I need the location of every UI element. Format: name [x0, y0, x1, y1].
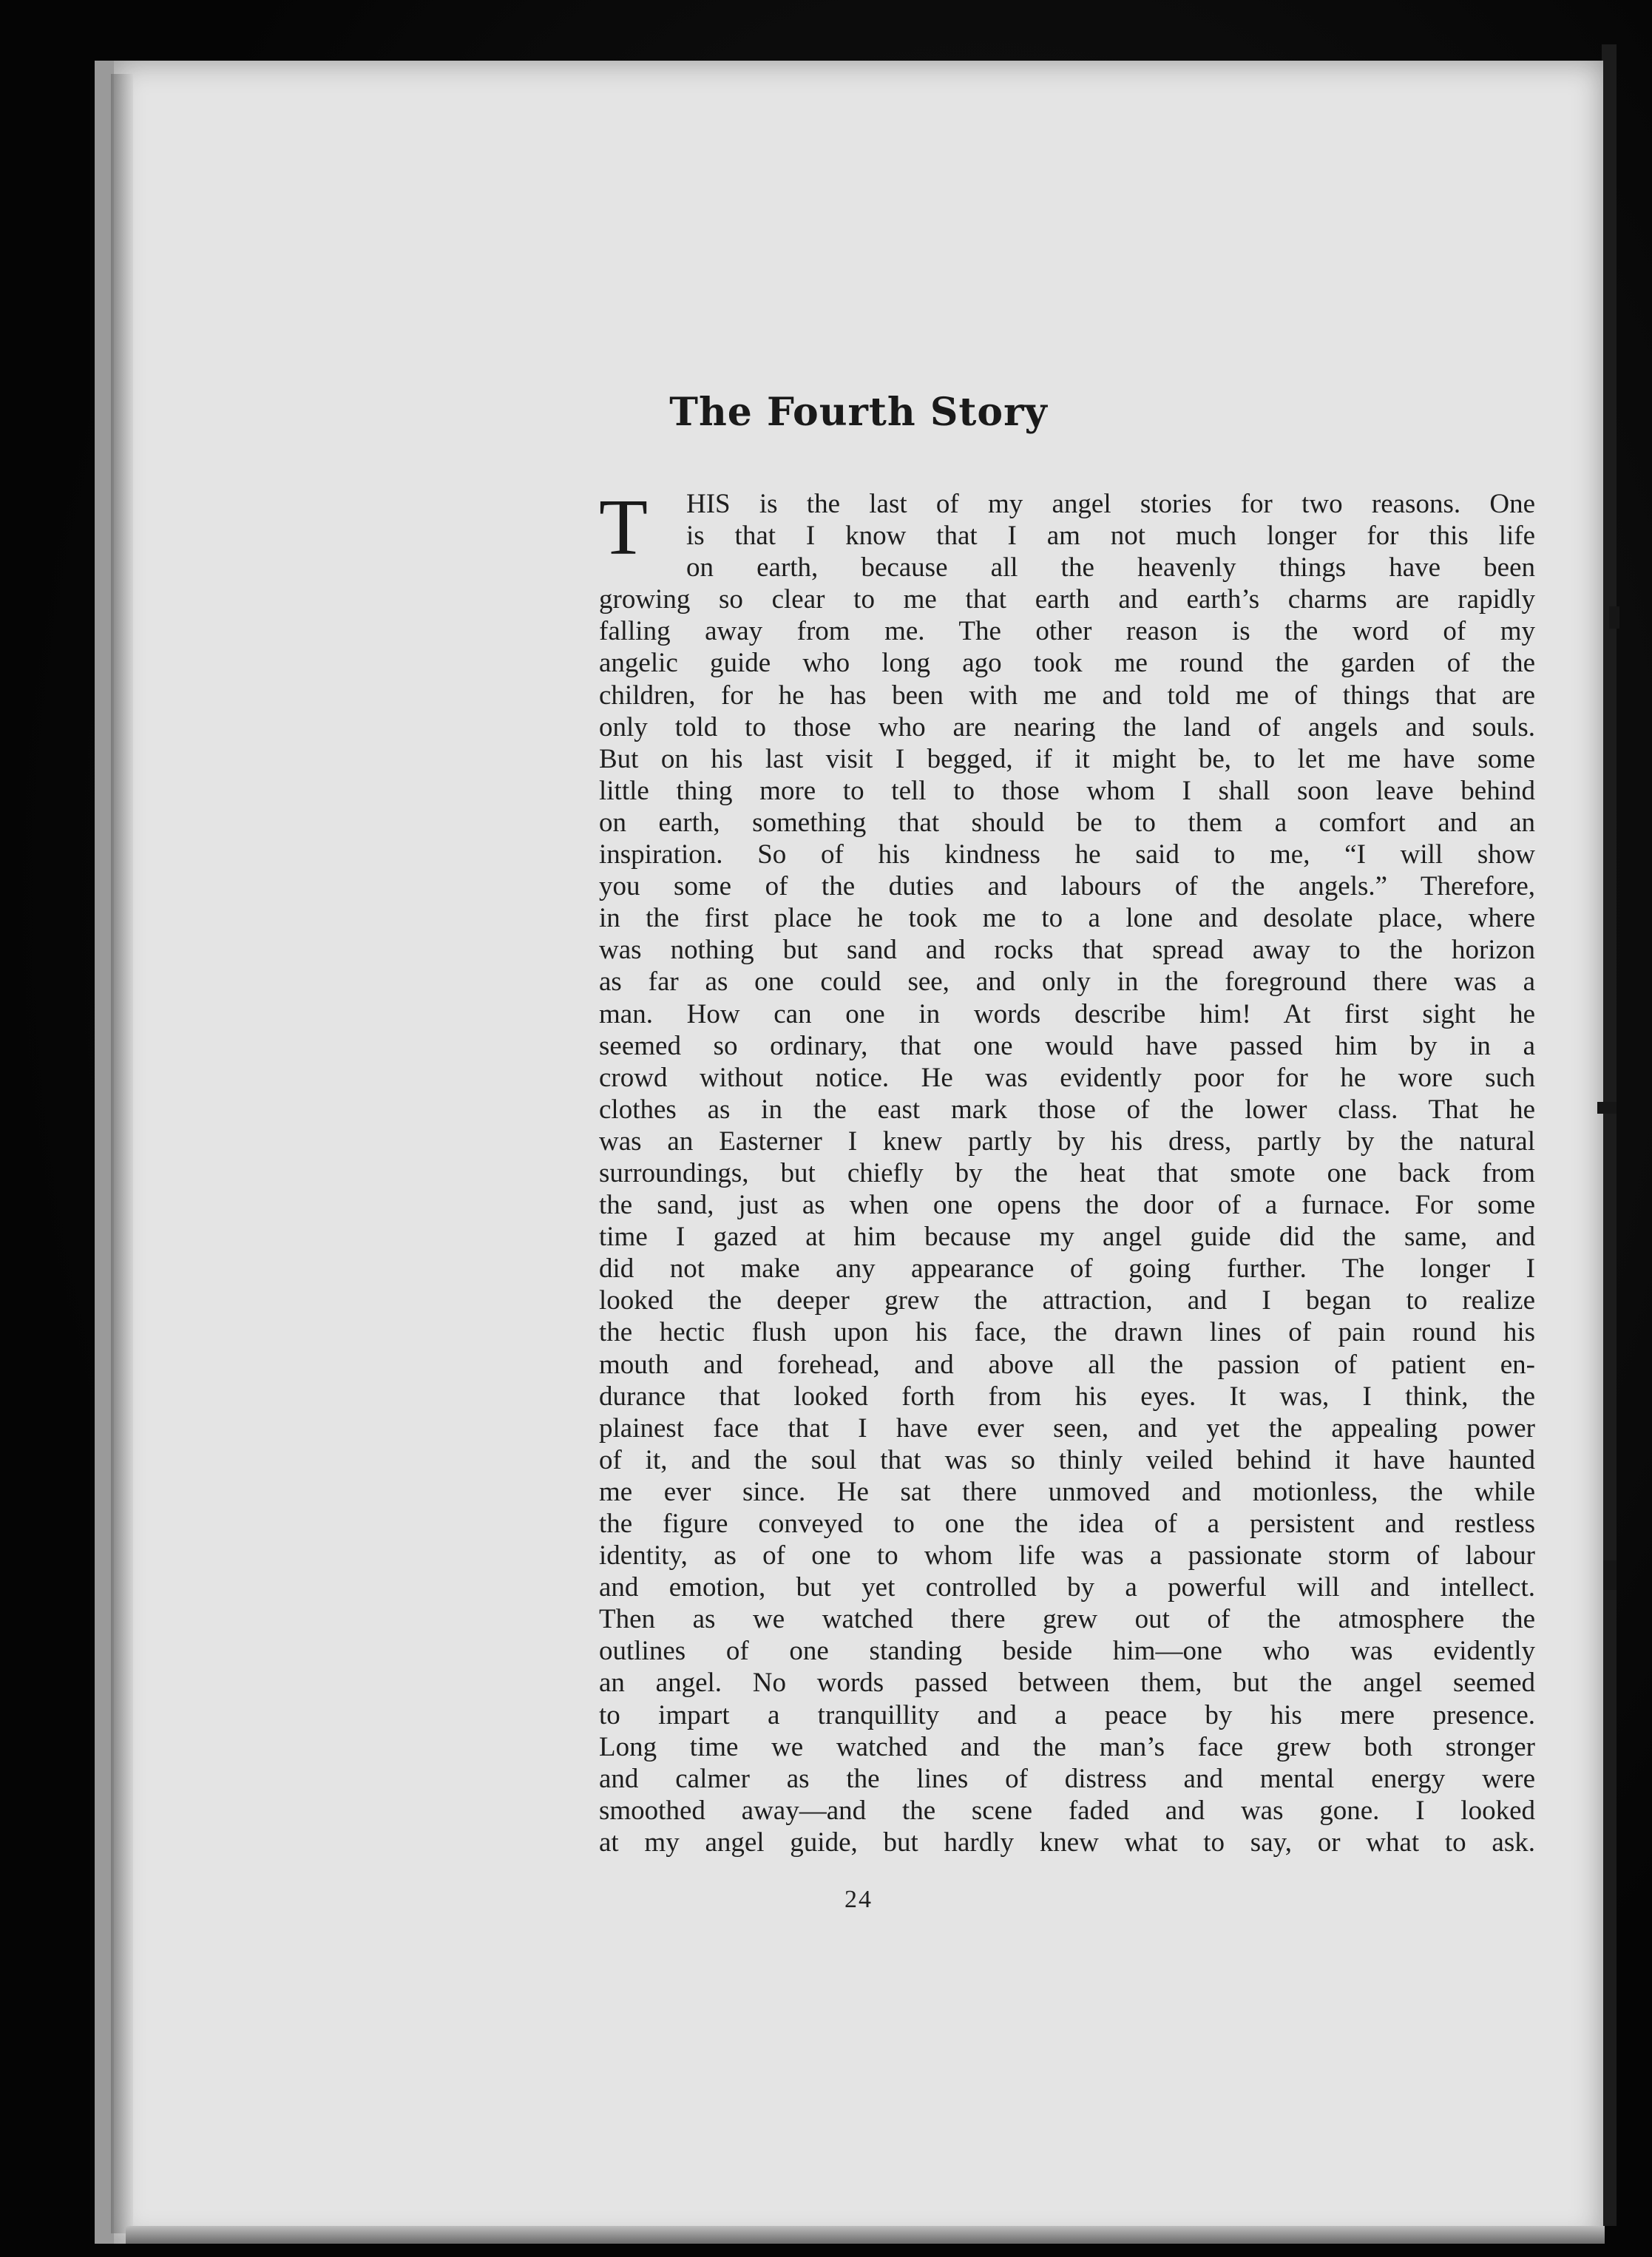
text-line: identity, as of one to whom life was a passionate storm of labour: [599, 1540, 1535, 1571]
scan-mark: [1603, 1560, 1617, 1590]
text-line: man. How can one in words describe him! At first sight he: [599, 998, 1535, 1029]
text-line: at my angel guide, but hardly knew what to say, or what to ask.: [599, 1827, 1535, 1858]
text-line: little thing more to tell to those whom I shall soon leave behind: [599, 775, 1535, 806]
text-line: durance that looked forth from his eyes. It was, I think, the: [599, 1381, 1535, 1412]
text-line: growing so clear to me that earth and earth’s charms are rapidly: [599, 584, 1535, 615]
book-page: [95, 61, 1603, 2244]
text-line: outlines of one standing beside him—one who was evidently: [599, 1636, 1535, 1667]
body-text: [599, 484, 1535, 1858]
text-line: plainest face that I have ever seen, and yet the appealing power: [599, 1412, 1535, 1444]
text-line: is that I know that I am not much longer for this life: [686, 521, 1535, 552]
text-line: angelic guide who long ago took me round the garden of the: [599, 648, 1535, 679]
text-line: only told to those who are nearing the land of angels and souls.: [599, 711, 1535, 742]
text-line: the figure conveyed to one the idea of a persistent and restless: [599, 1509, 1535, 1539]
scan-mark: [1597, 1102, 1617, 1114]
text-line: children, for he has been with me and told me of things that are: [599, 680, 1535, 711]
text-line: looked the deeper grew the attraction, and I began to realize: [599, 1285, 1535, 1316]
text-line: on earth, because all the heavenly things have been: [686, 552, 1535, 583]
text-line: an angel. No words passed between them, but the angel seemed: [599, 1668, 1535, 1699]
text-line: was an Easterner I knew partly by his dress, partly by the natural: [599, 1126, 1535, 1157]
story-title: The Fourth Story: [669, 390, 1048, 435]
page-number: 24: [844, 1886, 873, 1913]
page-edge-right: [1602, 44, 1617, 2226]
text-line: crowd without notice. He was evidently poor for he wore such: [599, 1062, 1535, 1093]
text-line: of it, and the soul that was so thinly veiled behind it have haunted: [599, 1444, 1535, 1475]
text-line: surroundings, but chiefly by the heat that smote one back from: [599, 1157, 1535, 1188]
scan-mark: [1609, 606, 1619, 629]
text-line: and emotion, but yet controlled by a powerful will and intellect.: [599, 1572, 1535, 1603]
text-line: time I gazed at him because my angel guide did the same, and: [599, 1222, 1535, 1253]
text-line: in the first place he took me to a lone and desolate place, where: [599, 903, 1535, 934]
text-line: clothes as in the east mark those of the lower class. That he: [599, 1094, 1535, 1125]
text-line: Then as we watched there grew out of the atmosphere the: [599, 1604, 1535, 1635]
text-line: smoothed away—and the scene faded and was gone. I looked: [599, 1795, 1535, 1826]
text-line: you some of the duties and labours of the angels.” Therefore,: [599, 871, 1535, 902]
text-line: me ever since. He sat there unmoved and motionless, the while: [599, 1476, 1535, 1507]
drop-cap: T: [599, 484, 648, 572]
text-line: on earth, something that should be to them a comfort and an: [599, 807, 1535, 838]
text-line: HIS is the last of my angel stories for two reasons. One: [686, 489, 1535, 519]
page-edge-left: [111, 74, 133, 2233]
text-line: But on his last visit I begged, if it might be, to let me have some: [599, 743, 1535, 774]
text-line: and calmer as the lines of distress and mental energy were: [599, 1763, 1535, 1794]
text-line: inspiration. So of his kindness he said to me, “I will show: [599, 839, 1535, 870]
page-edge-bottom: [126, 2226, 1605, 2244]
text-line: the hectic flush upon his face, the drawn lines of pain round his: [599, 1317, 1535, 1348]
text-line: as far as one could see, and only in the foreground there was a: [599, 967, 1535, 998]
text-line: seemed so ordinary, that one would have passed him by in a: [599, 1030, 1535, 1061]
text-line: mouth and forehead, and above all the passion of patient en-: [599, 1349, 1535, 1380]
text-line: falling away from me. The other reason is the word of my: [599, 616, 1535, 647]
text-line: the sand, just as when one opens the door of a furnace. For some: [599, 1190, 1535, 1221]
text-line: did not make any appearance of going further. The longer I: [599, 1253, 1535, 1285]
text-line: to impart a tranquillity and a peace by his mere presence.: [599, 1699, 1535, 1730]
text-line: Long time we watched and the man’s face grew both stronger: [599, 1731, 1535, 1762]
text-line: was nothing but sand and rocks that spread away to the horizon: [599, 935, 1535, 966]
